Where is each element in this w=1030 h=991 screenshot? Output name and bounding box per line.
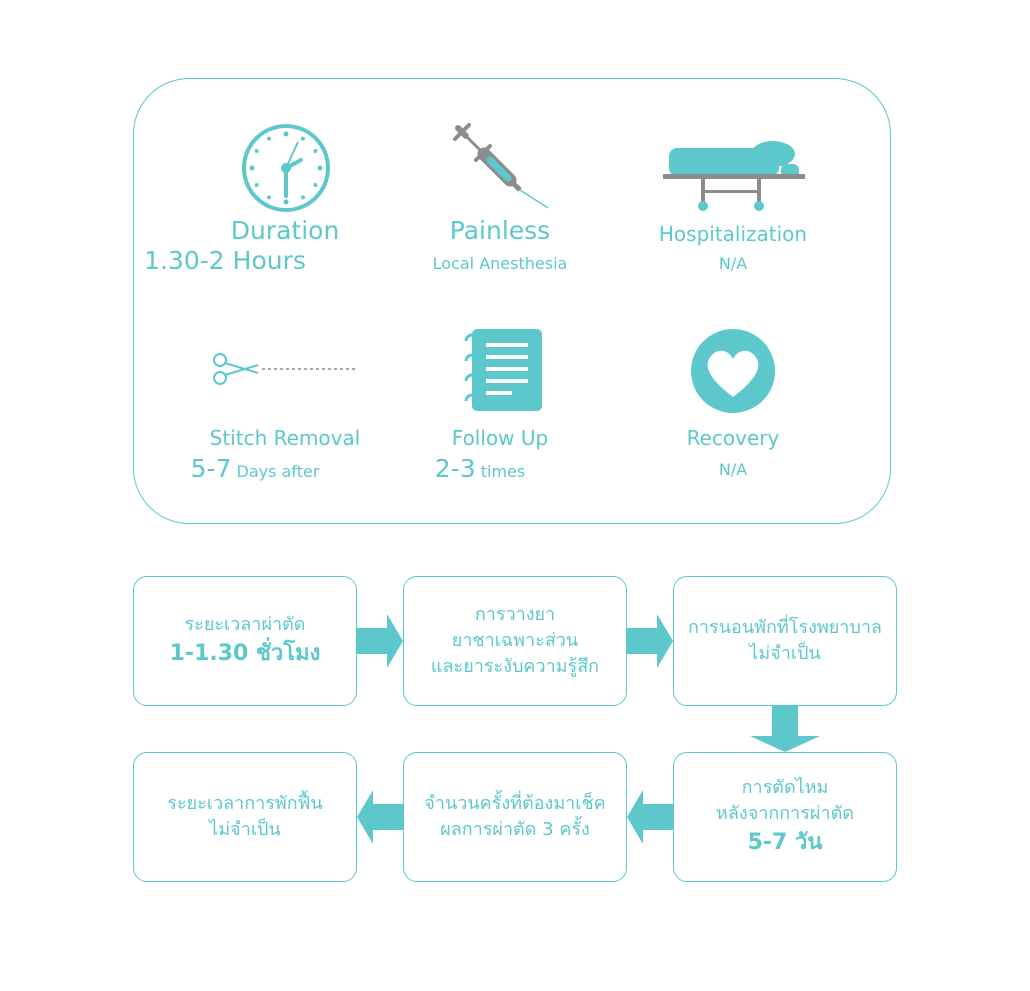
- duration-title: Duration: [230, 216, 340, 245]
- info-hospitalization: [633, 118, 833, 278]
- hospitalization-detail: N/A: [718, 254, 748, 273]
- stitch-removal-detail: [160, 454, 350, 483]
- stitch-removal-days: 5-7: [190, 454, 232, 483]
- syringe-icon: [452, 122, 552, 212]
- flow-step-follow-up-label: จำนวนครั้งที่ต้องมาเช็ค: [424, 792, 606, 814]
- info-painless: [400, 118, 600, 278]
- info-recovery: [633, 325, 833, 490]
- arrow-left-icon: [357, 790, 403, 844]
- follow-up-count-label: times: [480, 462, 526, 481]
- flow-step-duration-value: 1-1.30 ชั่วโมง: [169, 641, 321, 667]
- heart-icon: [689, 327, 777, 415]
- flow-step-duration-label: ระยะเวลาผ่าตัด: [184, 614, 306, 635]
- hospitalization-title: Hospitalization: [658, 222, 808, 246]
- flow-step-duration: [133, 576, 357, 706]
- flow-step-hospital-stay-value: ไม่จำเป็น: [749, 643, 821, 664]
- arrow-left-icon: [627, 790, 673, 844]
- info-follow-up: [410, 325, 590, 490]
- info-duration: [144, 118, 400, 278]
- flow-step-anesthesia-line1: การวางยา: [474, 603, 556, 625]
- flow-step-anesthesia-line2: ยาชาเฉพาะส่วน: [451, 629, 579, 651]
- flow-step-stitch-removal: [673, 752, 897, 882]
- flow-step-stitch-removal-line1: การตัดไหม: [741, 776, 829, 798]
- flow-step-anesthesia: [403, 576, 627, 706]
- notebook-icon: [456, 327, 546, 413]
- scissors-icon: [210, 352, 360, 386]
- flow-step-recovery-time-label: ระยะเวลาการพักฟื้น: [167, 792, 323, 814]
- arrow-down-icon: [750, 706, 820, 752]
- flow-step-hospital-stay-label: การนอนพักที่โรงพยาบาล: [688, 616, 882, 638]
- flow-step-recovery-time-value: ไม่จำเป็น: [209, 819, 281, 840]
- painless-title: Painless: [449, 216, 551, 245]
- info-stitch-removal: [190, 340, 380, 490]
- follow-up-detail: [390, 454, 570, 483]
- arrow-right-icon: [357, 614, 403, 668]
- flow-step-follow-up: [403, 752, 627, 882]
- recovery-title: Recovery: [686, 426, 780, 450]
- flow-step-follow-up-value: ผลการผ่าตัด 3 ครั้ง: [440, 819, 590, 840]
- clock-icon: [240, 122, 332, 214]
- flow-step-hospital-stay: [673, 576, 897, 706]
- follow-up-title: Follow Up: [451, 426, 549, 450]
- painless-detail: Local Anesthesia: [432, 254, 568, 273]
- duration-detail: 1.30-2 Hours: [144, 246, 306, 275]
- flow-step-stitch-removal-line2: หลังจากการผ่าตัด: [716, 803, 854, 825]
- follow-up-count: 2-3: [434, 454, 476, 483]
- flow-step-recovery-time: [133, 752, 357, 882]
- recovery-detail: N/A: [718, 460, 748, 479]
- flow-step-stitch-removal-value: 5-7 วัน: [747, 830, 823, 856]
- stitch-removal-days-label: Days after: [236, 462, 320, 481]
- hospital-bed-icon: [661, 138, 807, 234]
- flow-step-anesthesia-line3: และยาระงับความรู้สึก: [430, 656, 600, 678]
- arrow-right-icon: [627, 614, 673, 668]
- stitch-removal-title: Stitch Removal: [209, 426, 361, 450]
